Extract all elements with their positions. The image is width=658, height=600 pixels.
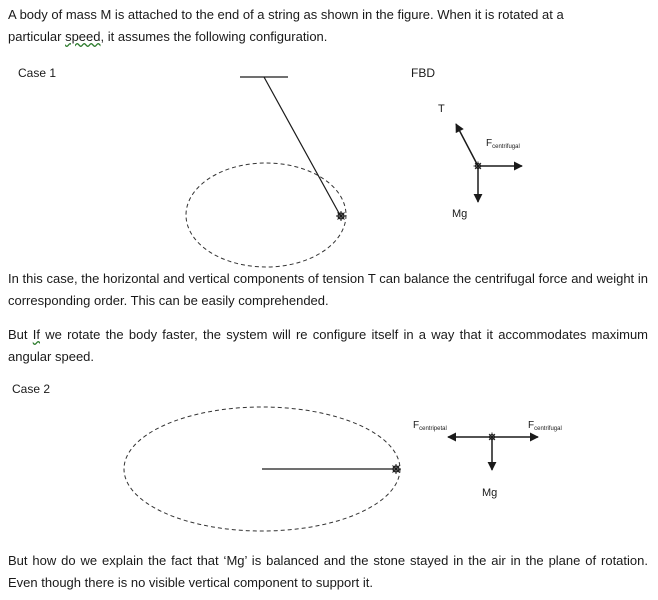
case1-fbd: [438, 103, 522, 220]
case2-fbd-mass-icon: [488, 433, 497, 442]
fbd-centrifugal-label: $F_{centrifugal}$: [486, 138, 520, 150]
conclusion-paragraph: But how do we explain the fact that ‘Mg’ is balanced and the stone stayed in the air in the plane of rotation. Even though there is no visible vertical component to support it.: [8, 553, 648, 590]
intro-line-2-pre: particular: [8, 29, 66, 44]
fbd-weight-label: Mg: [452, 208, 468, 220]
case2-centripetal-label: $F_{centripetal}$: [413, 420, 447, 432]
spell-check-word-speed: speed: [65, 29, 101, 44]
fbd-tension-label: T: [438, 103, 445, 115]
case1-explanation: In this case, the horizontal and vertical components of tension T can balance the centrifugal force and weight in corresponding order. This can be easily comprehended.: [8, 271, 648, 308]
case1-title: Case 1: [18, 66, 57, 80]
fbd-tension-arrow: [456, 124, 478, 166]
intro-line-1: A body of mass M is attached to the end of a string as shown in the figure. When it is rotated at a: [8, 7, 564, 22]
fbd-mass-icon: [474, 162, 483, 171]
intro-line-2-post: , it assumes the following configuration.: [100, 29, 328, 44]
case2-diagram: [124, 407, 401, 531]
case1-string: [264, 77, 340, 215]
case1-mass-icon: [336, 211, 346, 221]
faster-post: we rotate the body faster, the system will re configure itself in a way that it accommodates maximum angular speed.: [8, 327, 649, 364]
case2-fbd: [413, 420, 562, 499]
case2-title: Case 2: [12, 382, 51, 396]
case1-orbit-path: [186, 163, 346, 267]
faster-paragraph: [8, 324, 648, 368]
case2-weight-label: Mg: [482, 487, 498, 499]
case2-centrifugal-label: $F_{centrifugal}$: [528, 420, 562, 432]
fbd-title: FBD: [411, 66, 435, 80]
faster-pre: But: [8, 327, 33, 342]
case2-mass-icon: [391, 464, 401, 474]
spell-check-word-if: If: [32, 327, 40, 342]
case1-diagram: [186, 77, 346, 267]
